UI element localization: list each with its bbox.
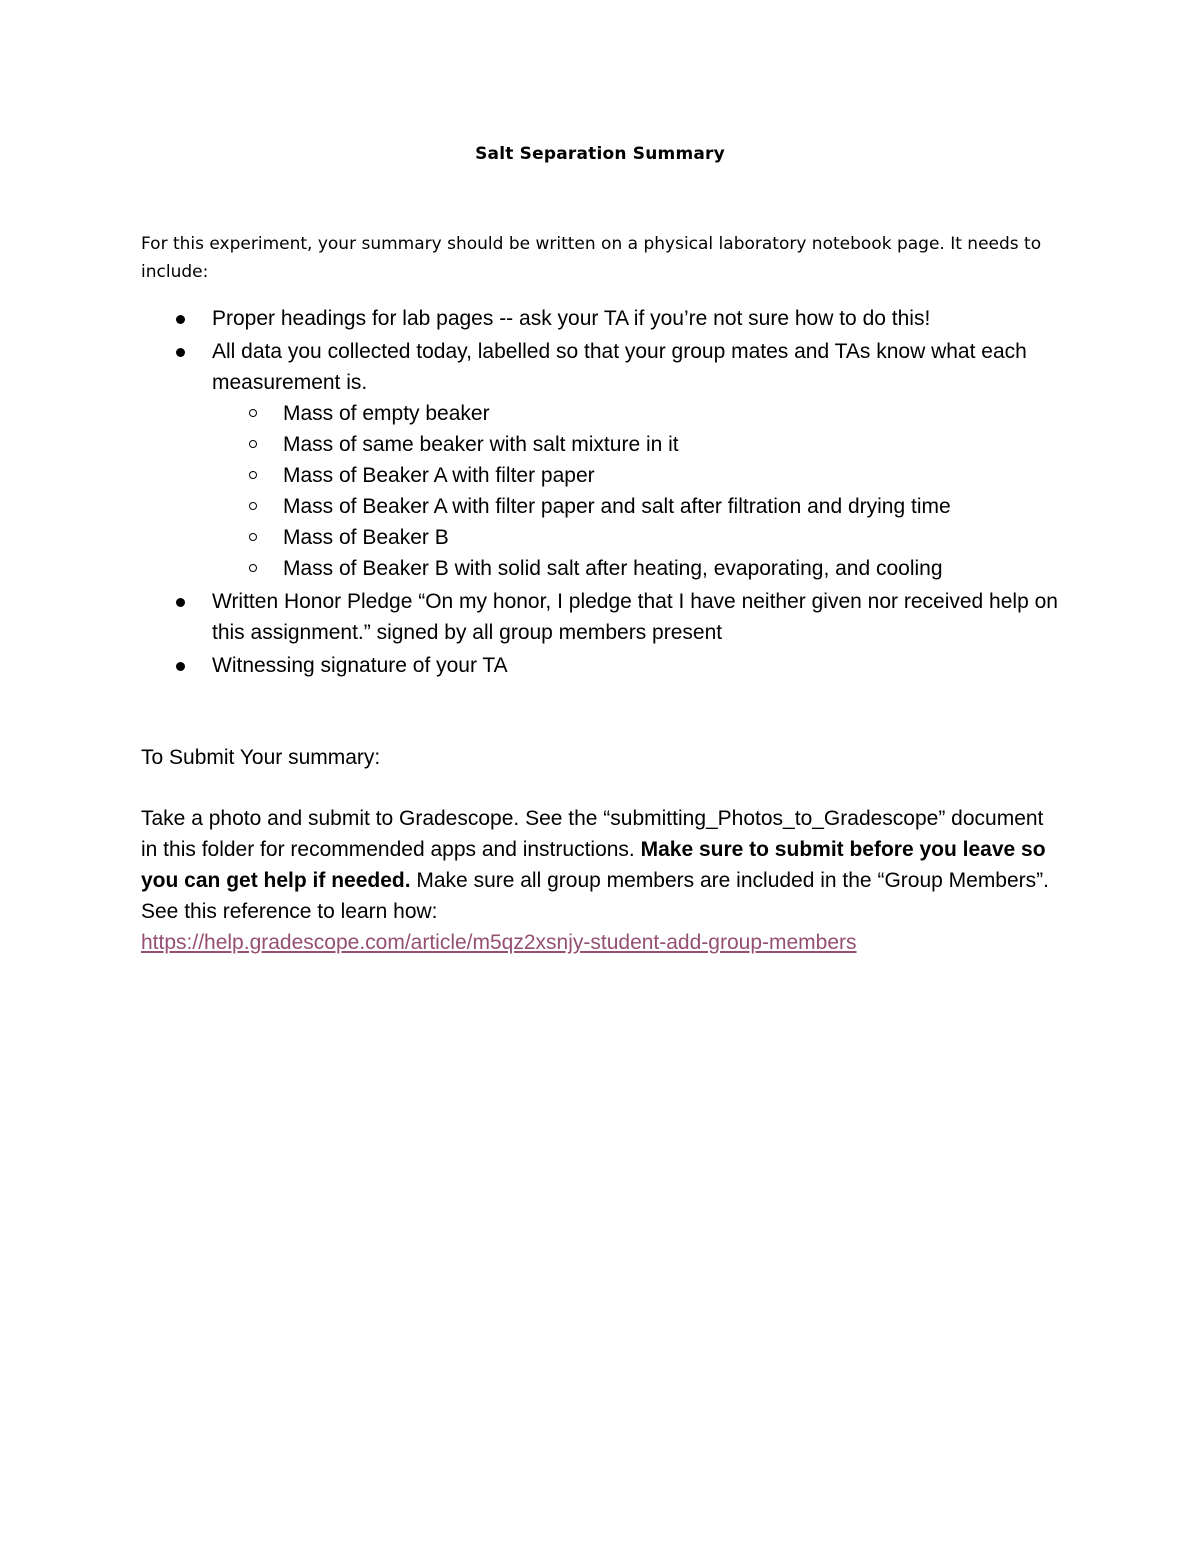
sublist-item xyxy=(212,553,1081,584)
hollow-bullet-icon xyxy=(249,564,257,572)
requirements-list xyxy=(141,303,1081,683)
sublist-item xyxy=(212,398,1081,429)
bullet-icon xyxy=(176,598,185,607)
bullet-icon xyxy=(176,662,185,671)
sublist-item-text: Mass of Beaker B with solid salt after heating, evaporating, and cooling xyxy=(283,557,943,580)
sublist-item xyxy=(212,522,1081,553)
sublist-item-text: Mass of Beaker B xyxy=(283,526,449,549)
sublist-item-text: Mass of empty beaker xyxy=(283,402,490,425)
hollow-bullet-icon xyxy=(249,471,257,479)
submit-text-continued: Make sure all group members are included in the “Group Members”. See this reference to learn how: xyxy=(141,869,1049,923)
list-item xyxy=(141,336,1081,584)
document-title: Salt Separation Summary xyxy=(475,144,725,164)
bullet-icon xyxy=(176,348,185,357)
hollow-bullet-icon xyxy=(249,533,257,541)
list-item xyxy=(141,586,1081,648)
list-item-text: Written Honor Pledge “On my honor, I pledge that I have neither given nor received help on this assignment.” signed by all group members present xyxy=(212,590,1058,644)
data-sublist xyxy=(212,398,1081,584)
sublist-item xyxy=(212,491,1081,522)
sublist-item-text: Mass of Beaker A with filter paper and salt after filtration and drying time xyxy=(283,495,951,518)
intro-paragraph: For this experiment, your summary should be written on a physical laboratory notebook page. It needs to include: xyxy=(141,234,1042,282)
hollow-bullet-icon xyxy=(249,440,257,448)
gradescope-help-link[interactable]: https://help.gradescope.com/article/m5qz2xsnjy-student-add-group-members xyxy=(141,931,857,954)
sublist-item-text: Mass of Beaker A with filter paper xyxy=(283,464,595,487)
sublist-item-text: Mass of same beaker with salt mixture in it xyxy=(283,433,679,456)
sublist-item xyxy=(212,460,1081,491)
submit-emphasis: Make sure to submit before you leave so you can get help if needed. xyxy=(141,838,1046,892)
submit-heading: To Submit Your summary: xyxy=(141,746,381,769)
hollow-bullet-icon xyxy=(249,502,257,510)
submit-text: Take a photo and submit to Gradescope. See the “submitting_Photos_to_Gradescope” document in this folder for recommended apps and instructions. xyxy=(141,807,1044,861)
list-item-text: All data you collected today, labelled so that your group mates and TAs know what each measurement is. xyxy=(212,340,1027,394)
hollow-bullet-icon xyxy=(249,409,257,417)
sublist-item xyxy=(212,429,1081,460)
bullet-icon xyxy=(176,315,185,324)
list-item xyxy=(141,303,1081,334)
list-item-text: Proper headings for lab pages -- ask your TA if you’re not sure how to do this! xyxy=(212,307,931,330)
list-item-text: Witnessing signature of your TA xyxy=(212,654,508,677)
submit-instructions xyxy=(141,803,1061,958)
list-item xyxy=(141,650,1081,681)
